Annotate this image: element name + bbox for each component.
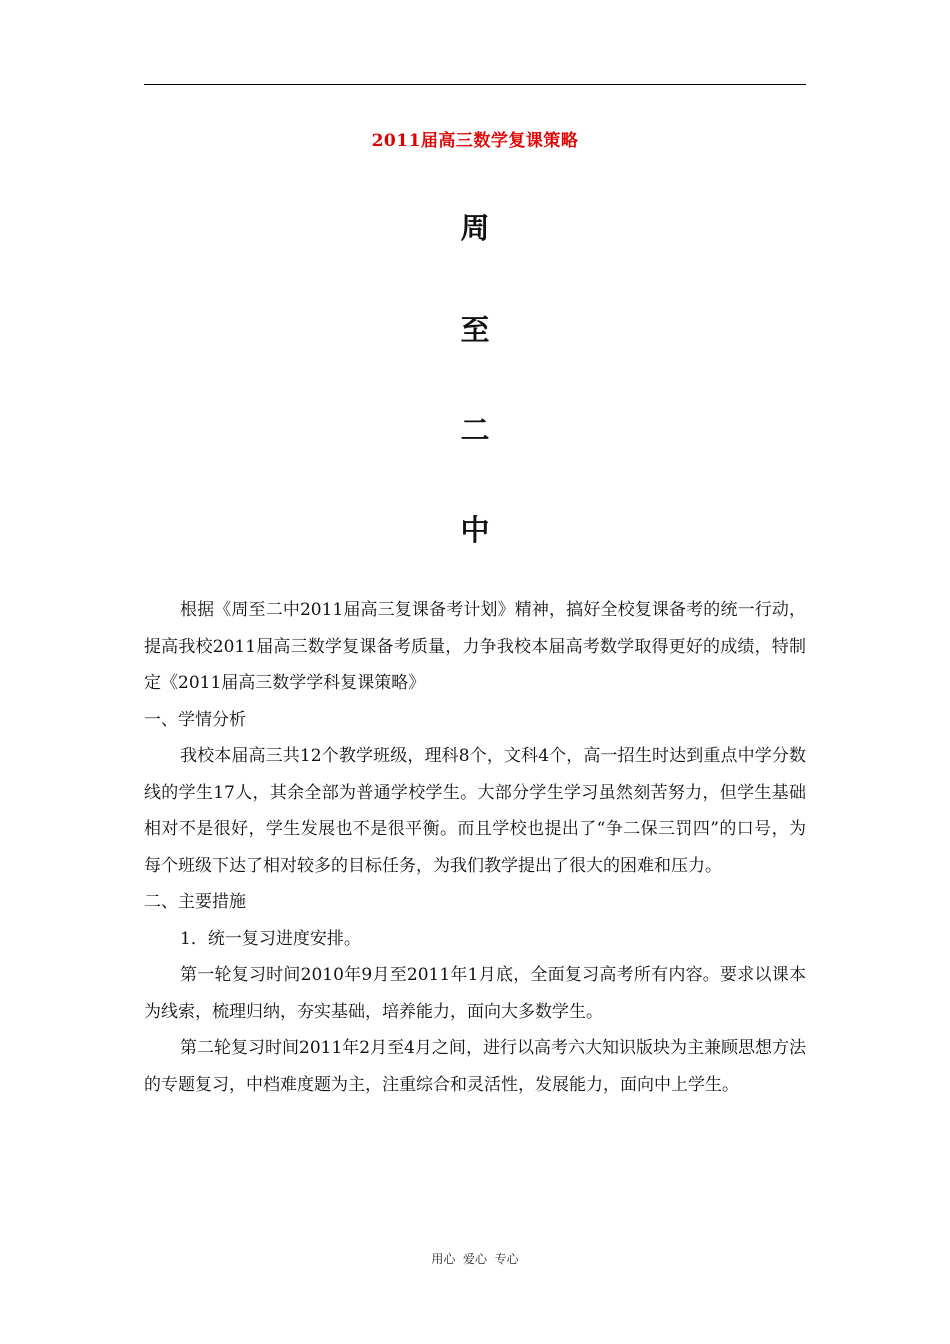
situation-paragraph: 我校本届高三共12个教学班级，理科8个，文科4个，高一招生时达到重点中学分数线的学生17人，其余全部为普通学校学生。大部分学生学习虽然刻苦努力，但学生基础相对不是很好，学生发展也不是很平衡。而且学校也提出了“争二保三罚四”的口号，为每个班级下达了相对较多的目标任务，为我们教学提出了很大的困难和压力。 [144, 746, 806, 876]
document-title: 2011届高三数学复课策略 [371, 131, 579, 151]
school-name-char-1: 周 [460, 211, 490, 245]
section-heading-situation: 一、学情分析 [144, 709, 246, 730]
school-name-char-4: 中 [460, 513, 490, 547]
intro-paragraph: 根据《周至二中2011届高三复课备考计划》精神，搞好全校复课备考的统一行动，提高我校2011届高三数学复课备考质量，力争我校本届高考数学取得更好的成绩，特制定《2011届高三数学学科复课策略》 [144, 600, 806, 693]
page-footer: 用心 爱心 专心 [431, 1252, 519, 1266]
school-name-char-3: 二 [460, 413, 490, 447]
header-rule [144, 84, 806, 85]
section-heading-measures: 二、主要措施 [144, 892, 246, 912]
measure-item-1: 1．统一复习进度安排。 [180, 928, 361, 949]
first-round-paragraph: 第一轮复习时间2010年9月至2011年1月底，全面复习高考所有内容。要求以课本为线索，梳理归纳，夯实基础，培养能力，面向大多数学生。 [144, 965, 806, 1022]
document-body [144, 592, 806, 1103]
second-round-paragraph: 第二轮复习时间2011年2月至4月之间，进行以高考六大知识版块为主兼顾思想方法的专题复习，中档难度题为主，注重综合和灵活性，发展能力，面向中上学生。 [144, 1038, 806, 1095]
school-name-char-2: 至 [460, 313, 490, 347]
